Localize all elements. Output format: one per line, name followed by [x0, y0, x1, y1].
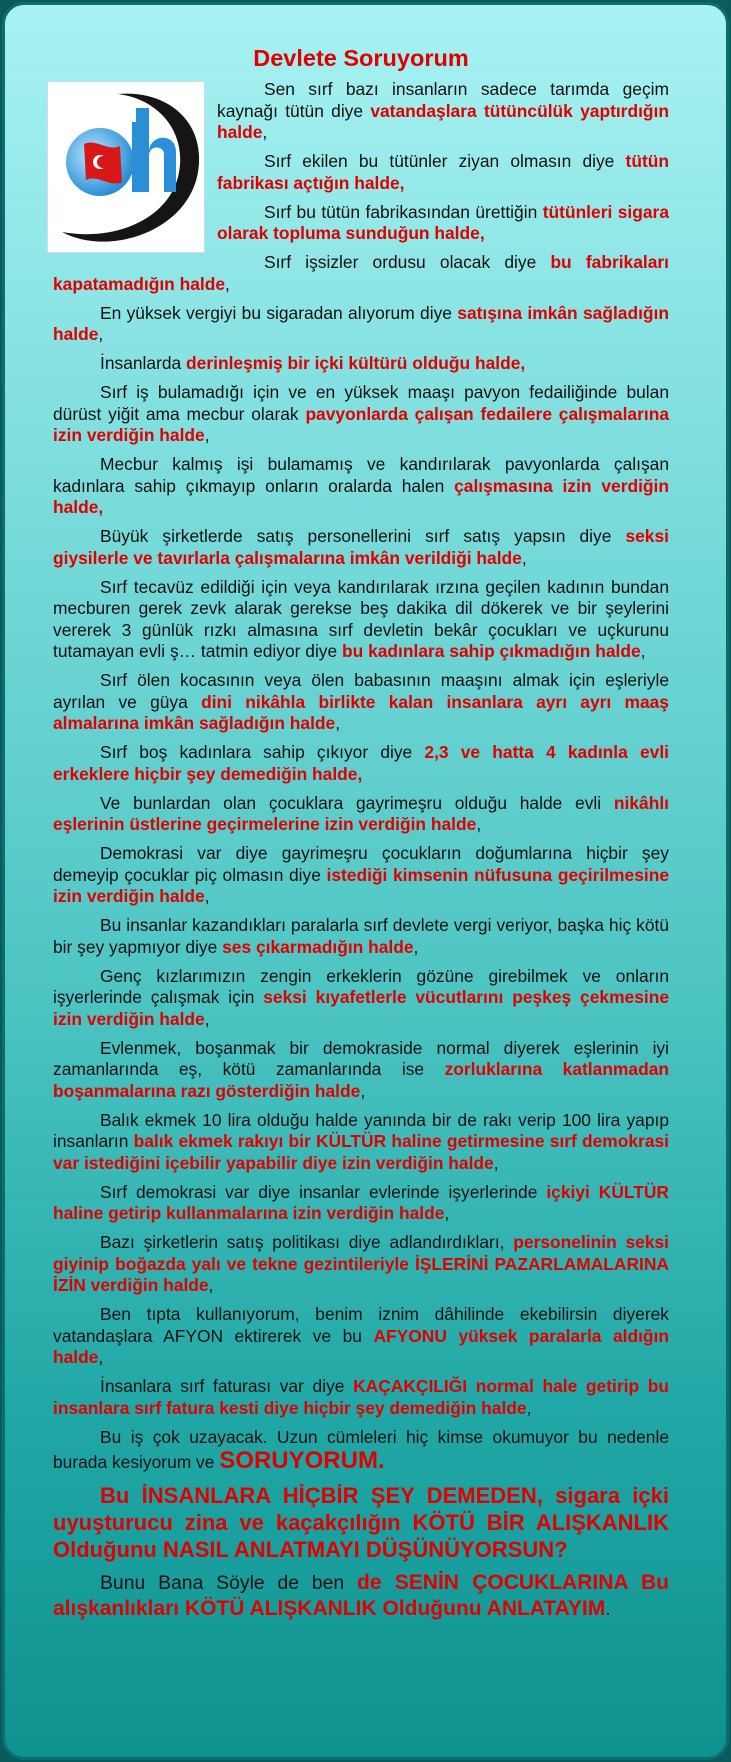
- paragraph: [53, 454, 669, 519]
- final-paragraph: [53, 1570, 669, 1622]
- paragraph: [53, 1182, 669, 1225]
- body-text: ,: [476, 814, 482, 834]
- body-text: ,: [335, 713, 341, 733]
- article: [53, 43, 669, 1630]
- highlight-text: çalışmasına izin verdiğin halde,: [53, 475, 669, 517]
- highlight-text: istediği kimsenin nüfusuna geçirilmesine izin verdiğin halde: [53, 864, 669, 906]
- highlight-text: KAÇAKÇILIĞI normal hale getirip bu insanlara sırf fatura kesti diye hiçbir şey demediğin halde: [53, 1376, 669, 1418]
- highlight-text: 2,3 ve hatta 4 kadınla evli erkeklere hiçbir şey demediğin halde,: [53, 742, 669, 784]
- body-text: ,: [413, 936, 419, 957]
- highlight-text: pavyonlarda çalışan fedailere çalışmalarına izin verdiğin halde: [53, 403, 669, 445]
- body-text: ,: [526, 1397, 532, 1418]
- body-text: ,: [360, 1080, 366, 1101]
- paragraph: [53, 303, 669, 346]
- body-text: Sırf tecavüz edildiği için veya kandırılarak ırzına geçilen kadının bundan mecburen gerek zevk alarak gerekse beş dakika dil dökerek ve bir şeylerini vererek 3 günlük rızkı almasına sırf devletin bekâr çocukları ve uçkurunu tutamayan evli ş… tatmin ediyor diye: [53, 576, 669, 661]
- paragraph: [53, 742, 669, 785]
- body-text: ,: [444, 1203, 450, 1223]
- body-text: ,: [98, 324, 104, 344]
- paragraph: [53, 1232, 669, 1297]
- body-text: ,: [204, 425, 210, 445]
- highlight-text: tütünleri sigara olarak topluma sunduğun halde,: [217, 201, 669, 243]
- paragraph: [53, 1304, 669, 1369]
- highlight-text: nikâhlı eşlerinin üstlerine geçirmelerine izin verdiğin halde: [53, 792, 669, 834]
- body-text: ,: [208, 1275, 214, 1295]
- body-text: Mecbur kalmış işi bulamamış ve kandırılarak pavyonlarda çalışan kadınlara sahip çıkmayıp onların oralarda halen: [53, 454, 669, 496]
- closing-emphasis: SORUYORUM.: [219, 1447, 385, 1474]
- paragraph: [53, 526, 669, 569]
- closing-paragraph: [53, 1427, 669, 1475]
- highlight-text: dini nikâhla birlikte kalan insanlara ayrı ayrı maaş almalarına imkân sağladığın halde: [53, 691, 669, 733]
- body-text: Demokrasi var diye gayrimeşru çocukların doğumlarına hiçbir şey demeyip çocuklar piç olmasın diye: [53, 843, 669, 885]
- body-text: ,: [98, 1347, 104, 1367]
- highlight-text: personelinin seksi giyinip boğazda yalı ve tekne gezintileriyle İŞLERİNİ PAZARLAMALARINA İZİN verdiğin halde: [53, 1232, 670, 1295]
- highlight-text: AFYONU yüksek paralarla aldığın halde: [53, 1325, 669, 1367]
- body-text: İnsanlara sırf faturası var diye: [100, 1376, 354, 1396]
- body-text: En yüksek vergiyi bu sigaradan alıyorum diye: [100, 302, 458, 323]
- paragraph: [53, 670, 669, 735]
- highlight-text: balık ekmek rakıyı bir KÜLTÜR haline getirmesine sırf demokrasi var istediğini içebilir yapabilir diye izin verdiğin halde: [53, 1131, 669, 1173]
- highlight-text: bu kadınlara sahip çıkmadığın halde: [342, 641, 641, 661]
- body-text: Sırf ölen kocasının veya ölen babasının maaşını almak için eşleriyle ayrılan ve güya: [53, 670, 669, 712]
- paragraph: [53, 915, 669, 958]
- body-text: Sırf iş bulamadığı için ve en yüksek maaşı pavyon fedailiğinde bulan dürüst yiğit ama mecbur olarak: [53, 382, 669, 424]
- highlight-text: seksi giysilerle ve tavırlarla çalışmalarına imkân verildiği halde: [53, 526, 669, 568]
- highlight-text: derinleşmiş bir içki kültürü olduğu halde,: [186, 353, 526, 373]
- paragraph: [53, 252, 669, 295]
- body-text: Sırf demokrasi var diye insanlar evlerinde işyerlerinde: [100, 1181, 547, 1202]
- body-text: Sen sırf bazı insanların sadece tarımda geçim kaynağı tütün diye: [217, 79, 669, 121]
- question-paragraph: Bu İNSANLARA HİÇBİR ŞEY DEMEDEN, sigara içki uyuşturucu zina ve kaçakçılığın KÖTÜ BİR ALIŞKANLIK Olduğunu NASIL ANLATMAYI DÜŞÜNÜYORSUN?: [53, 1482, 669, 1562]
- dh-logo-icon: [47, 81, 205, 253]
- final-text: Bunu Bana Söyle de ben: [100, 1572, 358, 1594]
- body-text: Sırf işsizler ordusu olacak diye: [264, 252, 551, 272]
- body-text: ,: [640, 641, 646, 661]
- body-text: Genç kızlarımızın zengin erkeklerin gözüne girebilmek ve onların işyerlerinde çalışmak için: [53, 965, 669, 1007]
- paragraph: [53, 793, 669, 836]
- page-title: Devlete Soruyorum: [253, 45, 469, 71]
- paragraph: [53, 843, 669, 908]
- highlight-text: zorluklarına katlanmadan boşanmalarına razı gösterdiğin halde: [53, 1059, 669, 1101]
- body-text: Sırf boş kadınlara sahip çıkıyor diye: [100, 742, 425, 762]
- body-text: İnsanlarda: [100, 353, 187, 373]
- paragraph: [53, 382, 669, 447]
- body-text: ,: [493, 1152, 499, 1173]
- highlight-text: seksi kıyafetlerle vücutlarını peşkeş çekmesine izin verdiğin halde: [53, 987, 670, 1029]
- body-text: Balık ekmek 10 lira olduğu halde yanında bir de rakı verip 100 lira yapıp insanların: [53, 1109, 669, 1151]
- body-text: Ben tıpta kullanıyorum, benim iznim dâhilinde ekebilirsin diyerek vatandaşlara AFYON ektirerek ve bu: [53, 1304, 669, 1346]
- body-text: ,: [262, 122, 268, 142]
- highlight-text: satışına imkân sağladığın halde: [53, 302, 669, 344]
- highlight-text: içkiyi KÜLTÜR haline getirip kullanmalarına izin verdiğin halde: [53, 1181, 669, 1223]
- final-end: .: [605, 1598, 611, 1620]
- body-text: ,: [204, 886, 210, 906]
- paragraph-list: [53, 79, 669, 1419]
- highlight-text: ses çıkarmadığın halde: [222, 936, 414, 957]
- paragraph: [53, 1038, 669, 1103]
- paragraph: [53, 577, 669, 663]
- highlight-text: tütün fabrikası açtığın halde,: [217, 151, 669, 193]
- body-text: ,: [204, 1008, 210, 1029]
- body-text: Sırf bu tütün fabrikasından ürettiğin: [264, 201, 543, 222]
- body-text: Büyük şirketlerde satış personellerini sırf satış yapsın diye: [100, 526, 626, 546]
- highlight-text: bu fabrikaları kapatamadığın halde: [53, 252, 669, 294]
- page-frame: [2, 2, 729, 1760]
- body-text: Ve bunlardan olan çocuklara gayrimeşru olduğu halde evli: [100, 792, 614, 813]
- body-text: ,: [225, 273, 230, 294]
- paragraph: [53, 1110, 669, 1175]
- paragraph: [53, 1376, 669, 1419]
- final-emphasis: de SENİN ÇOCUKLARINA Bu alışkanlıkları KÖTÜ ALIŞKANLIK Olduğunu ANLATAYIM: [53, 1571, 669, 1620]
- closing-text: Bu iş çok uzayacak. Uzun cümleleri hiç kimse okumuyor bu nedenle burada kesiyorum ve: [53, 1426, 669, 1472]
- paragraph: [53, 353, 669, 375]
- body-text: Sırf ekilen bu tütünler ziyan olmasın diye: [264, 151, 626, 171]
- body-text: Bu insanlar kazandıkları paralarla sırf devlete vergi veriyor, başka hiç kötü bir şey yapmıyor diye: [53, 915, 669, 957]
- highlight-text: vatandaşlara tütüncülük yaptırdığın halde: [217, 100, 669, 142]
- paragraph: [53, 966, 669, 1031]
- body-text: Evlenmek, boşanmak bir demokraside normal diyerek eşlerinin iyi zamanlarında eş, kötü zamanlarında ise: [53, 1037, 669, 1079]
- body-text: Bazı şirketlerin satış politikası diye adlandırdıkları,: [100, 1232, 514, 1252]
- body-text: ,: [521, 547, 527, 568]
